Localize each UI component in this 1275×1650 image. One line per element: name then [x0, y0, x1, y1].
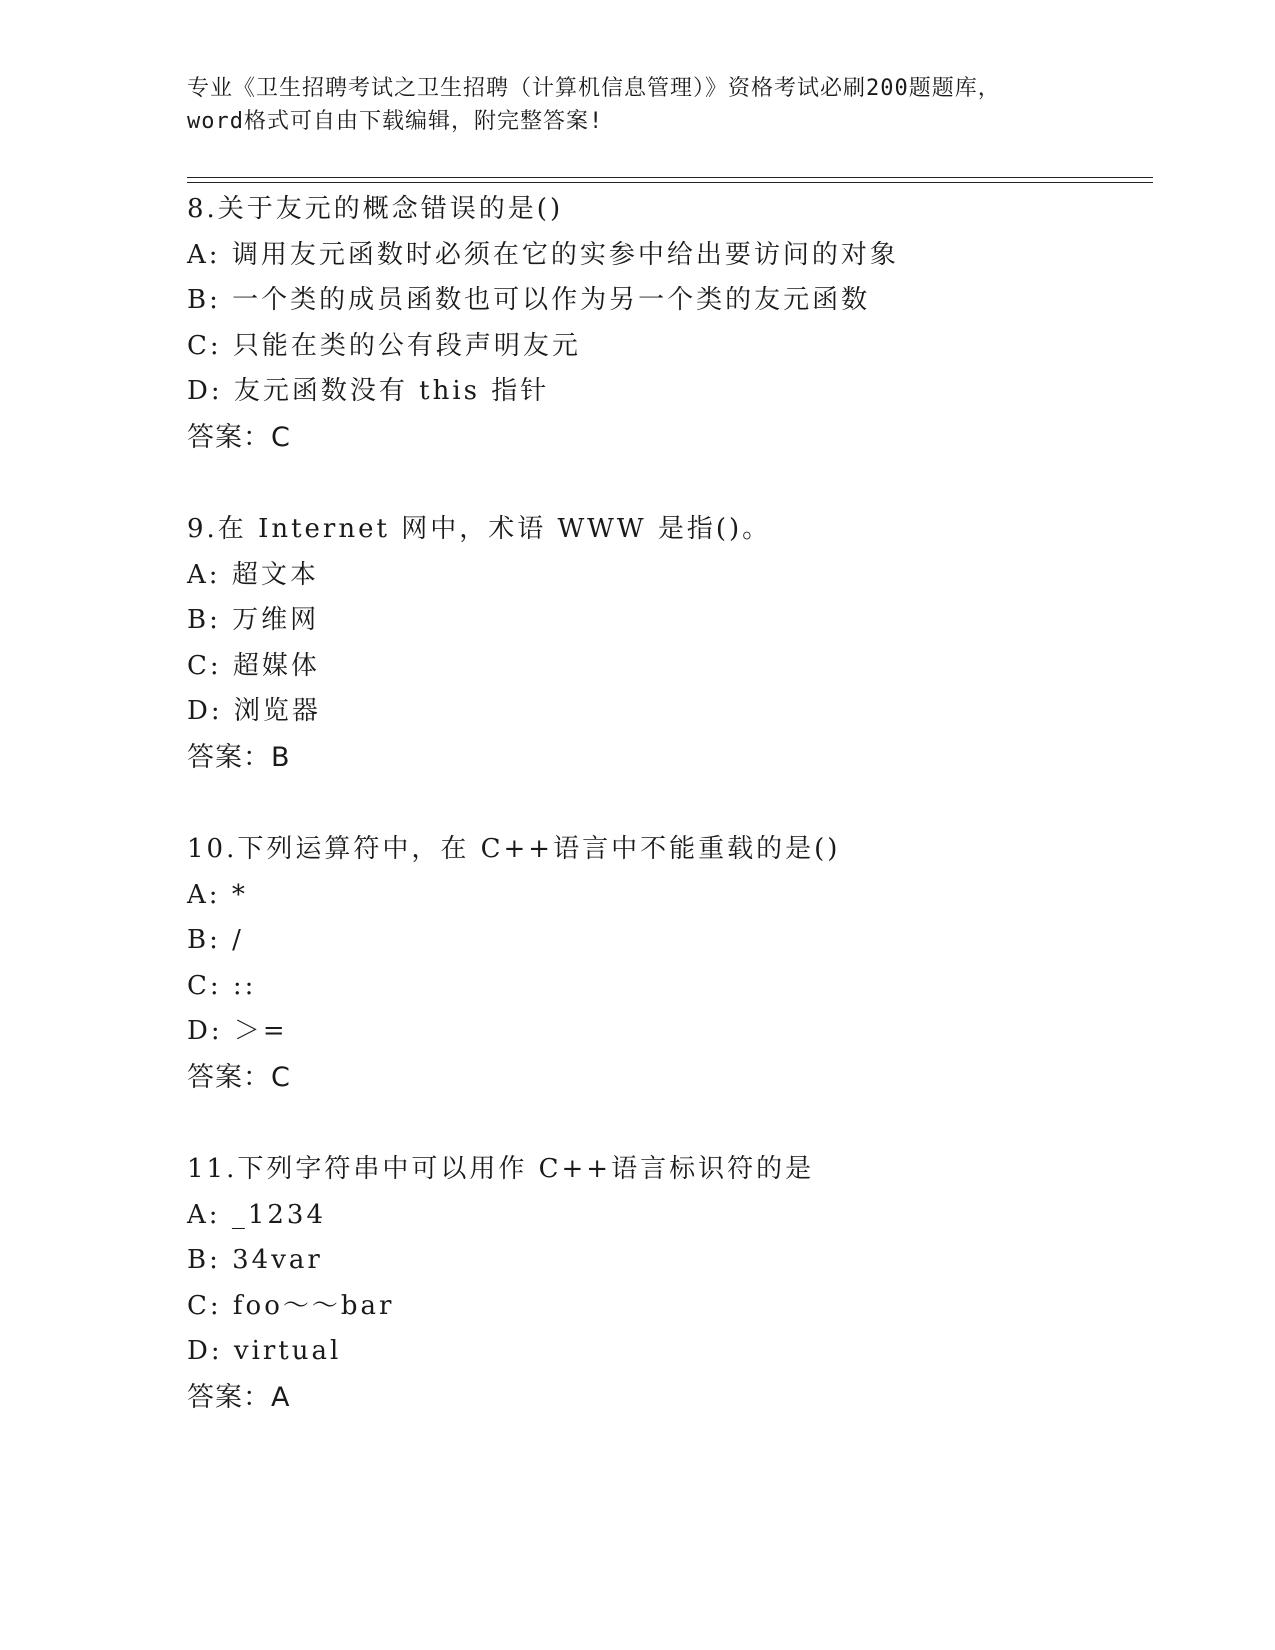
option-letter: A: [187, 1199, 221, 1230]
option-b [187, 598, 1147, 644]
option-letter: D: [187, 1016, 223, 1046]
header-line-2: word格式可自由下载编辑，附完整答案! [187, 109, 604, 134]
option-c [187, 964, 1147, 1010]
question-8 [187, 187, 1147, 460]
question-stem: 11.下列字符串中可以用作 C++语言标识符的是 [187, 1154, 815, 1184]
option-text: 一个类的成员函数也可以作为另一个类的友元函数 [232, 285, 871, 315]
option-text: 34var [232, 1245, 323, 1275]
option-letter: C: [187, 1290, 222, 1321]
option-letter: D: [187, 1336, 223, 1366]
option-a [187, 233, 1147, 279]
option-text: foo～～bar [232, 1290, 395, 1321]
option-a [187, 553, 1147, 599]
header-line-1: 专业《卫生招聘考试之卫生招聘（计算机信息管理）》资格考试必刷200题题库， [187, 76, 1001, 101]
option-c [187, 324, 1147, 370]
option-letter: C: [187, 650, 222, 681]
option-text: 友元函数没有 this 指针 [233, 376, 550, 406]
option-letter: A: [187, 879, 221, 910]
option-text: 超文本 [231, 559, 319, 590]
question-list [187, 187, 1147, 1467]
option-c [187, 644, 1147, 690]
option-a [187, 1193, 1147, 1239]
option-letter: D: [187, 696, 223, 726]
option-d [187, 1009, 1147, 1055]
option-b [187, 278, 1147, 324]
question-11 [187, 1147, 1147, 1420]
option-letter: B: [187, 285, 221, 315]
answer-label: 答案：C [187, 421, 291, 453]
option-text: * [231, 879, 248, 910]
option-letter: A: [187, 559, 221, 590]
answer-label: 答案：B [187, 741, 291, 773]
option-b [187, 1238, 1147, 1284]
option-letter: C: [187, 970, 222, 1001]
question-9 [187, 507, 1147, 780]
option-letter: B: [187, 605, 221, 635]
question-stem: 10.下列运算符中，在 C++语言中不能重载的是() [187, 834, 841, 864]
option-letter: B: [187, 925, 221, 955]
option-text: 只能在类的公有段声明友元 [232, 330, 581, 361]
question-stem: 9.在 Internet 网中，术语 WWW 是指()。 [187, 514, 772, 544]
option-text: 万维网 [232, 605, 320, 635]
answer-label: 答案：A [187, 1381, 291, 1413]
option-text: ＞= [233, 1016, 288, 1046]
header-divider-top [187, 177, 1153, 178]
option-text: 浏览器 [233, 696, 321, 726]
option-text: 超媒体 [232, 650, 320, 681]
option-letter: D: [187, 376, 223, 406]
option-d [187, 1329, 1147, 1375]
option-c [187, 1284, 1147, 1330]
option-letter: B: [187, 1245, 221, 1275]
header-divider-bottom [187, 182, 1153, 183]
option-letter: A: [187, 239, 221, 270]
option-text: 调用友元函数时必须在它的实参中给出要访问的对象 [231, 239, 899, 270]
option-d [187, 689, 1147, 735]
document-header [187, 72, 1087, 138]
option-text: / [232, 925, 244, 955]
option-text: :: [232, 970, 257, 1001]
option-text: virtual [233, 1336, 342, 1366]
option-b [187, 918, 1147, 964]
option-letter: C: [187, 330, 222, 361]
option-text: _1234 [231, 1199, 326, 1230]
question-stem: 8.关于友元的概念错误的是() [187, 194, 564, 224]
answer-label: 答案：C [187, 1061, 291, 1093]
option-d [187, 369, 1147, 415]
question-10 [187, 827, 1147, 1100]
option-a [187, 873, 1147, 919]
